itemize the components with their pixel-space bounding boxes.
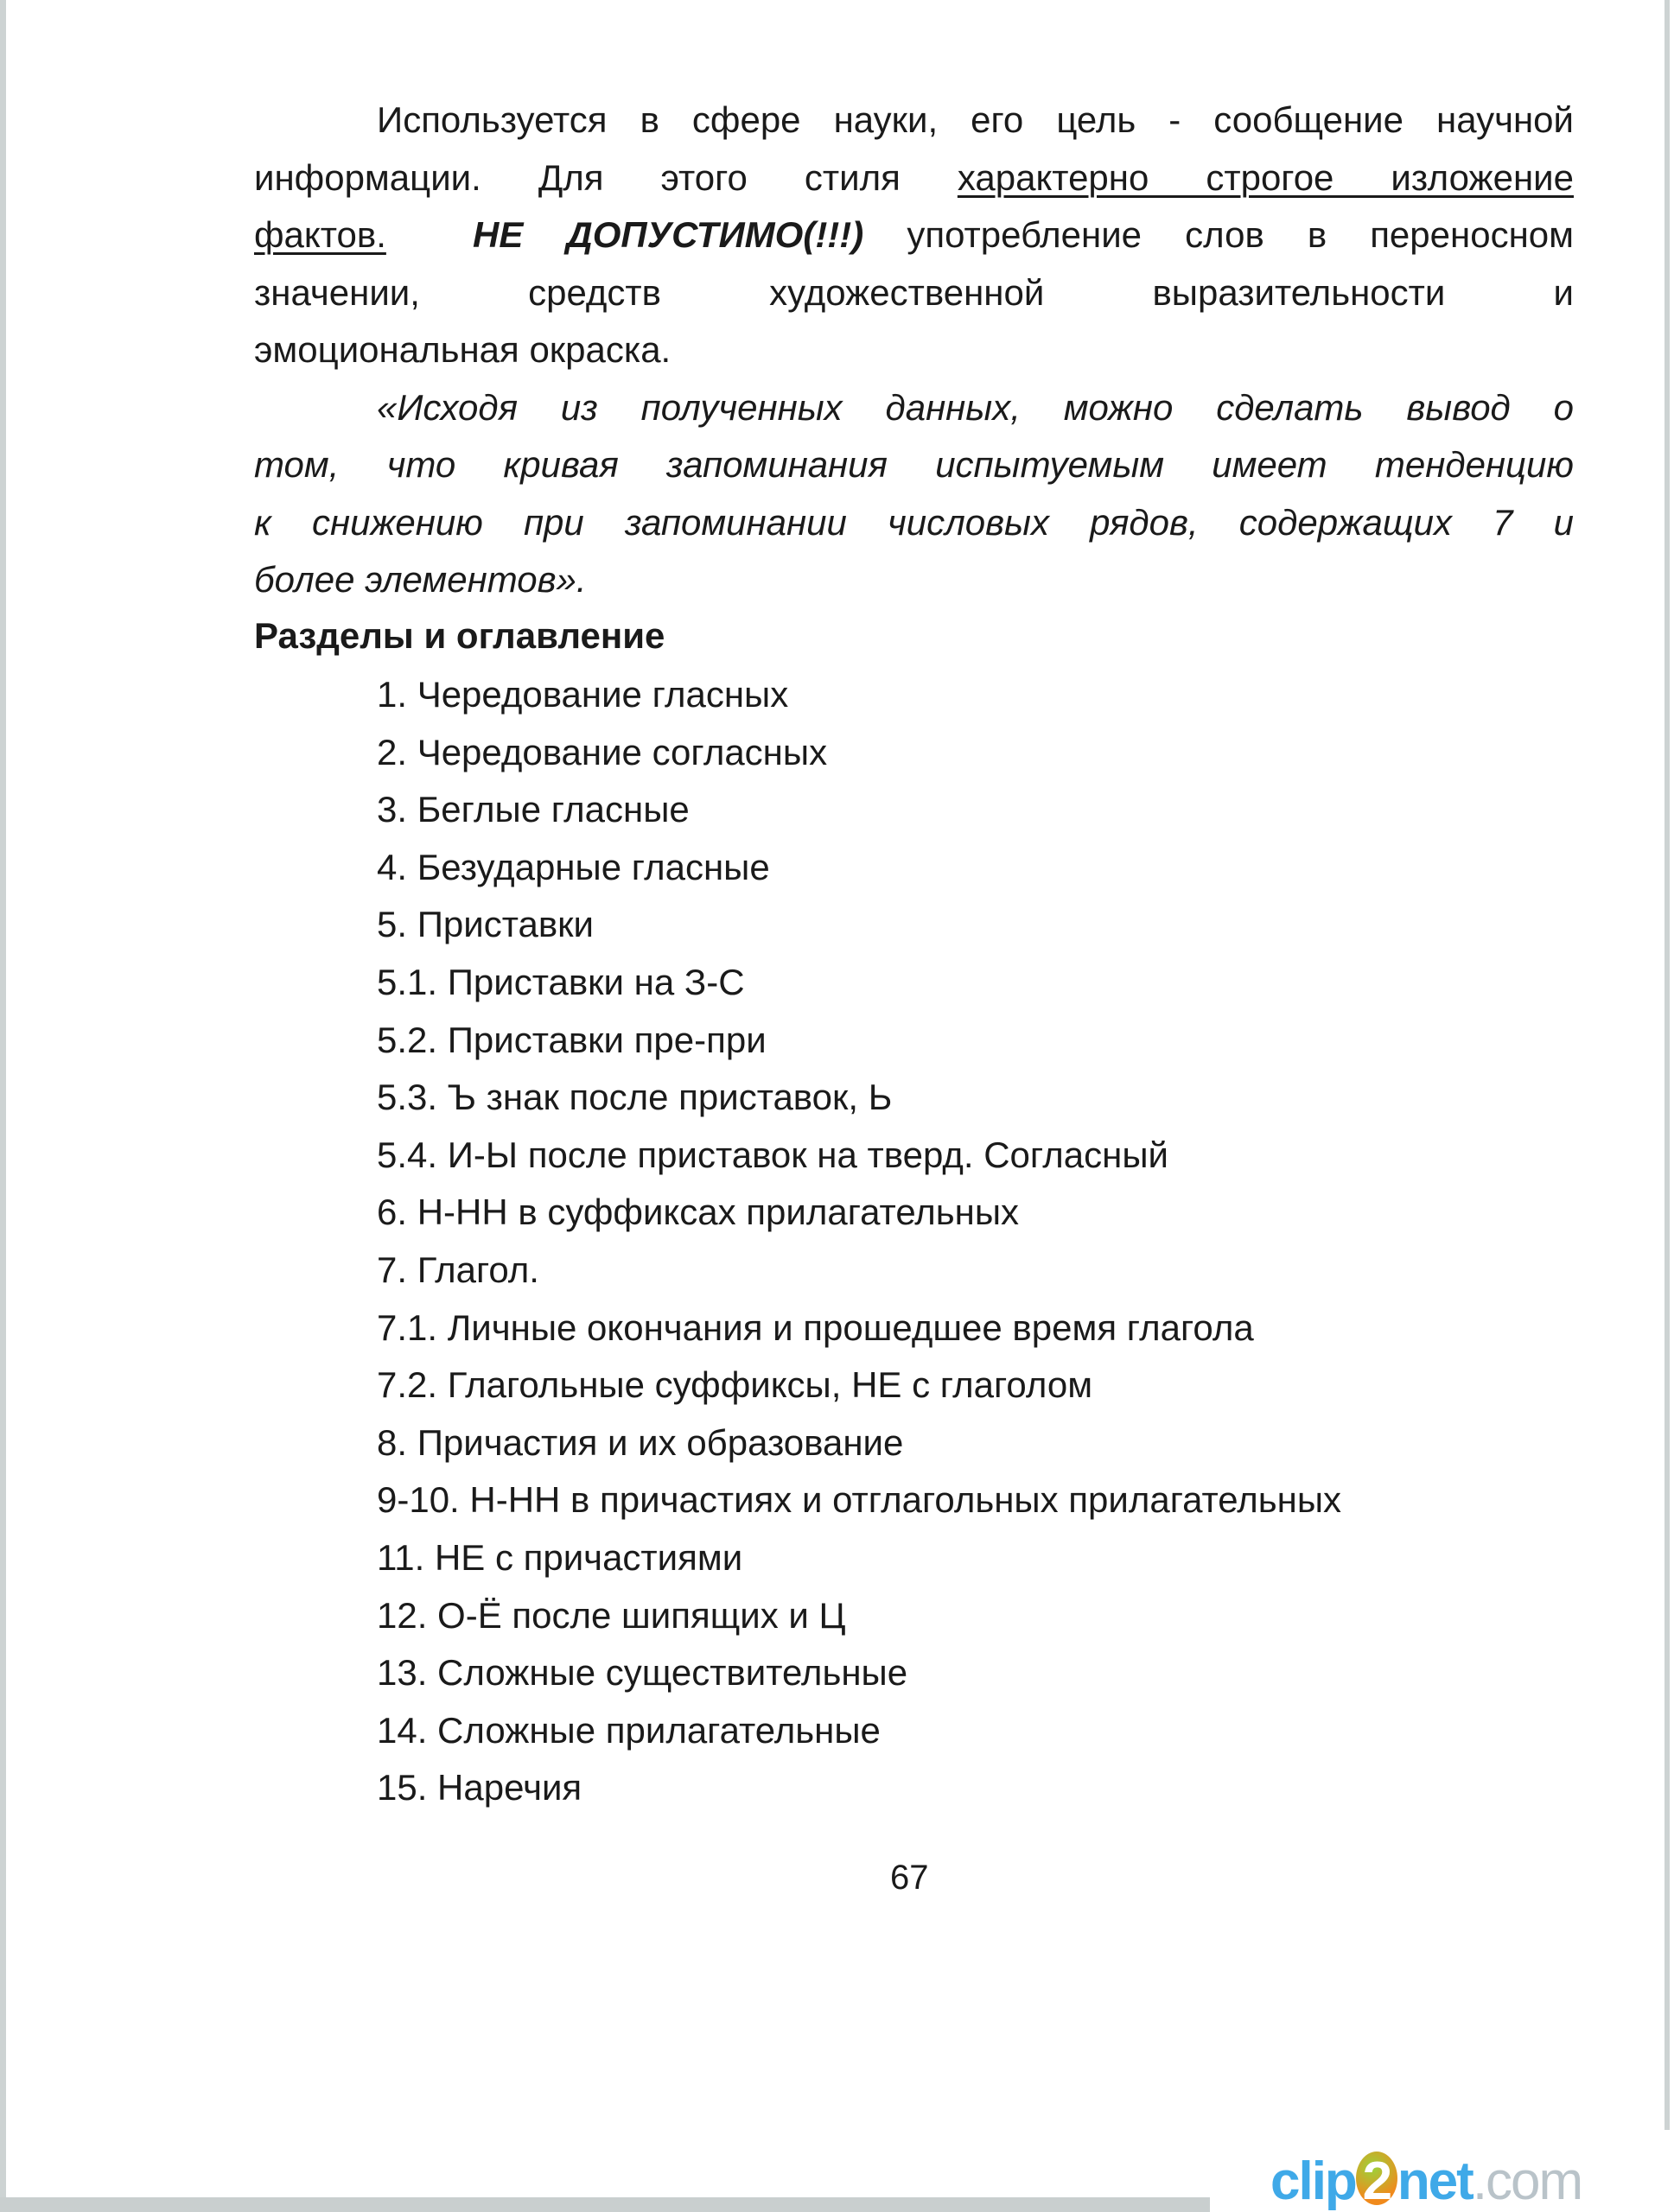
- paragraph-line: значении, средств художественной выразительности и: [254, 272, 1574, 313]
- toc-item: 2. Чередование согласных: [377, 731, 828, 772]
- toc-item: 7.2. Глагольные суффиксы, НЕ с глаголом: [377, 1364, 1093, 1406]
- page-border-left: [0, 0, 6, 2212]
- paragraph-line: фактов. НЕ ДОПУСТИМО(!!!) употребление слов в переносном: [254, 214, 1574, 255]
- toc-item: 8. Причастия и их образование: [377, 1421, 904, 1463]
- quote-line: том, что кривая запоминания испытуемым имеет тенденцию: [254, 444, 1574, 485]
- paragraph-line: эмоциональная окраска.: [254, 329, 672, 370]
- toc-item: 5. Приставки: [377, 904, 594, 945]
- page-number: 67: [890, 1859, 929, 1897]
- toc-item: 15. Наречия: [377, 1767, 582, 1808]
- toc-item: 13. Сложные существительные: [377, 1652, 908, 1694]
- toc-item: 7. Глагол.: [377, 1249, 539, 1290]
- toc-item: 5.3. Ъ знак после приставок, Ь: [377, 1077, 893, 1118]
- toc-item: 11. НЕ с причастиями: [377, 1537, 743, 1578]
- toc-item: 5.2. Приставки пре-при: [377, 1019, 767, 1060]
- toc-item: 9-10. Н-НН в причастиях и отглагольных прилагательных: [377, 1479, 1342, 1521]
- toc-item: 7.1. Личные окончания и прошедшее время глагола: [377, 1306, 1254, 1348]
- toc-item: 5.4. И-Ы после приставок на тверд. Согласный: [377, 1134, 1169, 1175]
- toc-item: 1. Чередование гласных: [377, 674, 789, 715]
- toc-item: 5.1. Приставки на З-С: [377, 962, 745, 1002]
- toc-heading: Разделы и оглавление: [254, 615, 665, 656]
- toc-item: 6. Н-НН в суффиксах прилагательных: [377, 1192, 1020, 1233]
- toc-item: 4. Безударные гласные: [377, 846, 770, 887]
- paragraph-line: Используется в сфере науки, его цель - сообщение научной: [377, 99, 1574, 140]
- underlined-text: фактов.: [254, 214, 386, 255]
- bold-emphasis: НЕ ДОПУСТИМО(!!!): [473, 214, 864, 255]
- toc-item: 12. О-Ё после шипящих и Ц: [377, 1594, 846, 1636]
- toc-item: 14. Сложные прилагательные: [377, 1709, 881, 1751]
- quote-line: более элементов».: [254, 559, 587, 600]
- page-border-bottom: [0, 2197, 1210, 2212]
- quote-line: «Исходя из полученных данных, можно сделать вывод о: [377, 387, 1574, 428]
- page-border-right: [1664, 0, 1670, 2130]
- underlined-text: характерно строгое изложение: [957, 157, 1574, 198]
- quote-line: к снижению при запоминании числовых рядов, содержащих 7 и: [254, 502, 1574, 543]
- clip2net-watermark-logo: clip 2 net.com: [1270, 2152, 1582, 2211]
- paragraph-line: информации. Для этого стиля характерно строгое изложение: [254, 157, 1574, 198]
- toc-item: 3. Беглые гласные: [377, 789, 690, 830]
